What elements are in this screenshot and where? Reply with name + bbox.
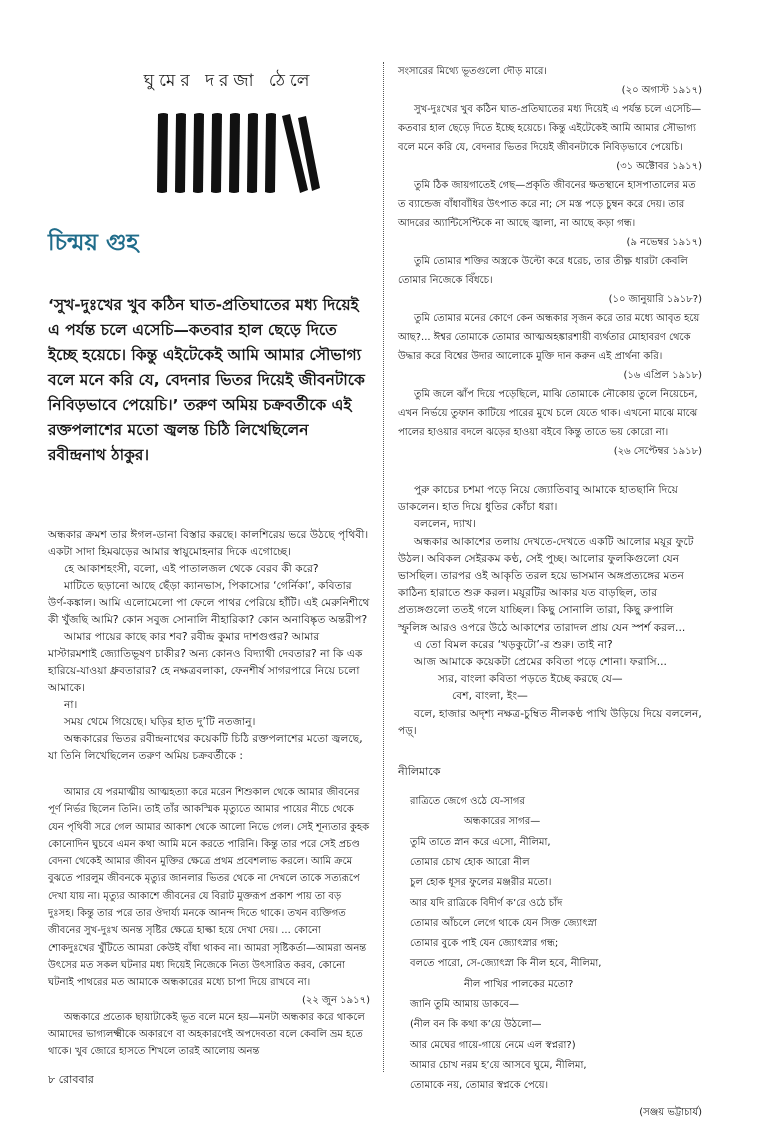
right-paragraph: বলে, হাজার অদৃশ্য নক্ষত্র-চুম্বিত নীলকণ্ঠ পাখি উড়িয়ে দিয়ে বললেন, পড়্। xyxy=(398,706,702,737)
right-paragraph: এ তো বিমল করের ‘খড়কুটো’-র শুরু। তাই না? xyxy=(414,637,613,651)
pull-quote: ‘সুখ-দুঃখের খুব কঠিন ঘাত-প্রতিঘাতের মধ্য দিয়েই এ পর্যন্ত চলে এসেচি—কতবার হাল ছেড়ে দিতে ইচ্ছে হয়েচে। কিন্তু এইটেকেই আমি আমার সৌভাগ্য বলে মনে করি যে, বেদনার ভিতর দিয়েই জীবনটাকে নিবিড়ভাবে পেয়েচি।’ তরুণ অমিয় চক্রবর্তীকে এই রক্তপলাশের মতো জ্বলন্ত চিঠি লিখেছিলেন রবীন্দ্রনাথ ঠাকুর। xyxy=(48,296,365,464)
poem-line: তোমার বুকে পাই যেন জ্যোৎস্নার গন্ধ; xyxy=(410,938,559,950)
column-divider xyxy=(383,62,384,1072)
letter-block xyxy=(48,784,370,1061)
left-paragraph: হে আকাশহংসী, বলো, এই পাতালজল থেকে বেরব কী করে? xyxy=(64,562,319,575)
poem-line: নীল পাখির পালকের মতো? xyxy=(464,978,574,990)
letter-text: সংসারের মিথ্যে ভূতগুলো দৌড় মারে। xyxy=(398,66,548,77)
poem-line: আর মেঘের গায়ে-গায়ে নেমে এল স্বপ্নরা?) xyxy=(410,1039,576,1051)
title-bars-graphic xyxy=(154,112,324,194)
left-paragraph: অন্ধকার ক্রমশ তার ঈগল-ডানা বিস্তার করছে। কালশিরেয় ভরে উঠছে পৃথিবী। একটা সাদা হিমঝড়ের আমার স্বায়ুমোহনার দিকে এগোচ্ছে। xyxy=(48,528,369,558)
poem-line: আর যদি রাত্রিকে বিদীর্ণ ক’রে ওঠে চাঁদ xyxy=(410,897,563,909)
right-letters xyxy=(398,62,702,461)
poem-line: জানি তুমি আমায় ডাকবে— xyxy=(410,999,519,1011)
right-paragraph: বললেন, দ্যাখ। xyxy=(414,517,476,531)
poem-credit: (সঞ্জয় ভট্টাচার্য) xyxy=(639,1106,702,1118)
poem xyxy=(410,792,702,1123)
letter-text: আমার যে পরমাত্মীয় আত্মহত্যা করে মরেন শিশুকাল থেকে আমার জীবনের পূর্ণ নির্ভর ছিলেন তিনি। তাই তাঁর আকস্মিক মৃত্যুতে আমার পায়ের নীচে থেকে যেন পৃথিবী সরে গেল আমার আকাশ থেকে আলো নিভে গেল। সেই শূন্যতার কুহক কোনোদিন ঘুচবে এমন কথা আমি মনে করতে পারিনি। কিন্তু তার পরে সেই প্রচণ্ড বেদনা থেকেই আমার জীবন মুক্তির ক্ষেত্রে প্রথম প্রবেশলাভ করলে। আমি ক্রমে বুঝতে পারলুম জীবনকে মৃত্যুর জানলার ভিতর থেকে না দেখলে তাকে সত্যরূপে দেখা যায় না। মৃত্যুর আকাশে জীবনের যে বিরাট মুক্তরূপ প্রকাশ পায় তা বড় দুঃসহ। কিন্তু তার পরে তার ঔদার্য্য মনকে আনন্দ দিতে থাকে। তখন ব্যক্তিগত জীবনের সুখ-দুঃখ অনন্ত সৃষ্টির ক্ষেত্রে হাল্কা হয়ে দেখা দেয়। ... কোনো শোকদুঃখের খুঁটিতে আমরা কেউই বাঁধা থাকব না। আমরা সৃষ্টিকর্তা—আমরা অনন্ত উৎসের মত সকল ঘটনার মধ্য দিয়েই নিজেকে নিত্য উৎসারিত করব, কোনো ঘটনাই পাথরের মত আমাকে অন্ধকারের মধ্যে চাপা দিয়ে রাখবে না। xyxy=(48,787,370,989)
letter-item xyxy=(398,385,702,461)
article-title: ঘুমের দরজা ঠেলে xyxy=(143,71,315,91)
right-paragraph: বেশ, বাংলা, ইং— xyxy=(452,689,528,703)
left-column xyxy=(48,62,370,1061)
left-body xyxy=(48,526,370,764)
left-paragraph: না। xyxy=(64,698,78,711)
page-footer: ৮ রোববার xyxy=(48,1073,94,1086)
letter-item xyxy=(398,176,702,252)
letter-date: (২২ জুন ১৯১৭) xyxy=(301,994,370,1006)
letter-item xyxy=(398,100,702,176)
poem-line: তোমাকে নয়, তোমার স্বপ্নকে পেয়ে। xyxy=(410,1080,549,1092)
poem-line: বলতে পারো, সে-জ্যোৎস্না কি নীল হবে, নীলিমা, xyxy=(410,958,602,970)
poem-line: (নীল বন কি কথা ক’য়ে উঠলো— xyxy=(410,1019,542,1031)
letter-text: অন্ধকারে প্রত্যেক ছায়াটাকেই ভূত বলে মনে হয়—মনটা অন্ধকার করে থাকলে আমাদের ভাগ্যলক্ষ্মীকে অকারণে বা অহকারণেই অপদেবতা বলে কেবলি ভ্রম হতে থাকে। খুব জোরে হাসতে শিখলে তারই আলোয় অনন্ত xyxy=(48,1011,365,1058)
poem-line: তোমার আঁচলে লেগে থাকে যেন সিক্ত জ্যোৎস্না xyxy=(410,917,597,929)
letter-text: তুমি ঠিক জায়গাতেই গেছ—প্রকৃতি জীবনের ক্ষতস্থানে হাসপাতালের মত ত ব্যান্ডেজ বাঁধাবাঁধির উৎপাত করে না; সে মস্ত পড়ে চুম্বন করে দেয়। তার আদরের অ্যান্টিসেপ্টিকে না আছে জ্বালা, না আছে কড়া গন্ধ। xyxy=(398,180,696,229)
letter-item xyxy=(398,62,702,100)
right-paragraph: স্যর, বাংলা কবিতা পড়তে ইচ্ছে করছে যে— xyxy=(438,672,623,686)
letter-item xyxy=(398,252,702,309)
letter-item xyxy=(398,309,702,385)
letter-text: তুমি জলে ঝাঁপ দিয়ে পড়েছিলে, মাঝি তোমাকে নৌকোয় তুলে নিয়েচেন, এখন নির্ভয়ে তুফান কাটিয়ে পারের মুখে চলে যেতে থাক। এখনো মাঝে মাঝে পালের হাওয়ার বদলে ঝড়ের হাওয়া বইবে কিন্তু তাতে ভয় কোরো না। xyxy=(398,389,698,438)
poem-line: রাত্রিতে জেগে ওঠে যে-সাগর xyxy=(410,796,525,808)
letter-date: (১০ জানুয়ারি ১৯১৮?) xyxy=(608,294,702,305)
poem-title: নীলিমাকে xyxy=(398,765,441,779)
letter-text: তুমি তোমার মনের কোণে কেন অন্ধকার সৃজন করে তার মধ্যে আবৃত হয়ে আছ?... ঈশ্বর তোমাকে তোমার আত্মঅহঙ্কারশায়ী ব্যর্থতার মোহাবরণ থেকে উদ্ধার করে বিশ্বের উদার আলোকে মুক্তি দান করুন এই প্রার্থনা করি। xyxy=(398,313,700,362)
letter-date: (৯ নভেম্বর ১৯১৭) xyxy=(626,237,702,248)
poem-line: আমার চোখ নরম হ’য়ে আসবে ঘুমে, নীলিমা, xyxy=(410,1059,587,1071)
right-paragraph: অন্ধকার আকাশের তলায় দেখতে-দেখতে একটি আলোর ময়ূর ফুটে উঠল। অবিকল সেইরকম কণ্ঠ, সেই পুচ্ছ। আলোর ফুলকিগুলো যেন ভাসছিল। তারপর ওই আকৃতি তরল হয়ে ভাসমান অঙ্গপ্রত্যঙ্গের মতন কাঠিন্য হারাতে শুরু করল। ময়ূরটির আকার যত বাড়ছিল, তার প্রত্যঙ্গগুলো ততই গলে যাচ্ছিল। কিছু সোনালি তারা, কিছু রুপালি স্ফুলিঙ্গ আরও ওপরে উঠে আকাশের তারাদল প্রায় যেন স্পর্শ করল... xyxy=(398,534,694,634)
letter-text: সুখ-দুঃখের খুব কঠিন ঘাত-প্রতিঘাতের মধ্য দিয়েই এ পর্যন্ত চলে এসেচি—কতবার হাল ছেড়ে দিতে ইচ্ছে হয়েচে। কিন্তু এইটেকেই আমি আমার সৌভাগ্য বলে মনে করি যে, বেদনার ভিতর দিয়েই জীবনটাকে নিবিড়ভাবে পেয়েচি। xyxy=(398,104,702,153)
left-paragraph: আমার পায়ের কাছে কার শব? রবীন্দ্র কুমার দাশগুপ্তর? আমার মাস্টারমশাই জ্যোতিভূষণ চাকীর? অন্য কোনও বিদ্যাথী দেবতার? না কি এক হারিয়ে-যাওয়া ধ্রুবতারার? হে নক্ষত্রবলাকা, ফেনশীর্ষ সাগরপারে নিয়ে চলো আমাকে। xyxy=(48,630,363,694)
letter-date: (২০ অগাস্ট ১৯১৭) xyxy=(621,85,702,96)
poem-line: তুমি তাতে স্নান করে এসো, নীলিমা, xyxy=(410,836,551,848)
letter-date: (৩১ অক্টোবর ১৯১৭) xyxy=(616,161,702,172)
right-body xyxy=(398,481,702,739)
left-paragraph: অন্ধকারের ভিতর রবীন্দ্রনাথের কয়েকটি চিঠি রক্তপলাশের মতো জ্বলছে, যা তিনি লিখেছিলেন তরুণ অমিয় চক্রবর্তীকে : xyxy=(48,732,363,762)
poem-line: তোমার চোখ হোক আরো নীল xyxy=(410,856,530,868)
letter-date: (১৬ এপ্রিল ১৯১৮) xyxy=(623,370,702,381)
right-paragraph: আজ আমাকে কয়েকটা প্রেমের কবিতা পড়ে শোনা। ফরাসি... xyxy=(414,655,667,669)
letter-date: (২৬ সেপ্টেম্বর ১৯১৮) xyxy=(613,446,702,457)
left-paragraph: মাটিতে ছড়ানো আছে ছেঁড়া ক্যানভাস, পিকাসোর ‘গের্নিকা’, কবিতার উর্ণ-কঙ্কাল। আমি এলোমেলো পা ফেলে পাথর পেরিয়ে হাঁটি। এই মেরুনিশীথে কী খুঁজছি আমি? কোন সবুজ সোনালি নীহারিকা? কোন অনাবিষ্কৃত অন্তরীপ? xyxy=(48,579,370,626)
poem-line: চুল হোক ধূসর ফুলের মঞ্জরীর মতো। xyxy=(410,877,552,889)
left-paragraph: সময় থেমে গিয়েছে। ঘড়ির হাত দু’টি নতজানু। xyxy=(64,715,256,728)
poem-line: অন্ধকারের সাগর— xyxy=(464,816,541,828)
letter-text: তুমি তোমার শক্তির অস্ত্রকে উল্টো করে ধরেচ, তার তীক্ষ্ণ ধারটা কেবলি তোমার নিজেকে বিঁধচে। xyxy=(398,256,688,286)
right-column xyxy=(398,62,702,1123)
author-name: চিন্ময় গুহ xyxy=(48,230,139,256)
right-paragraph: পুরু কাচের চশমা পড়ে নিয়ে জ্যোতিবাবু আমাকে হাতছানি দিয়ে ডাকলেন। হাত দিয়ে ধুতির কোঁচা ধরা। xyxy=(398,483,678,514)
